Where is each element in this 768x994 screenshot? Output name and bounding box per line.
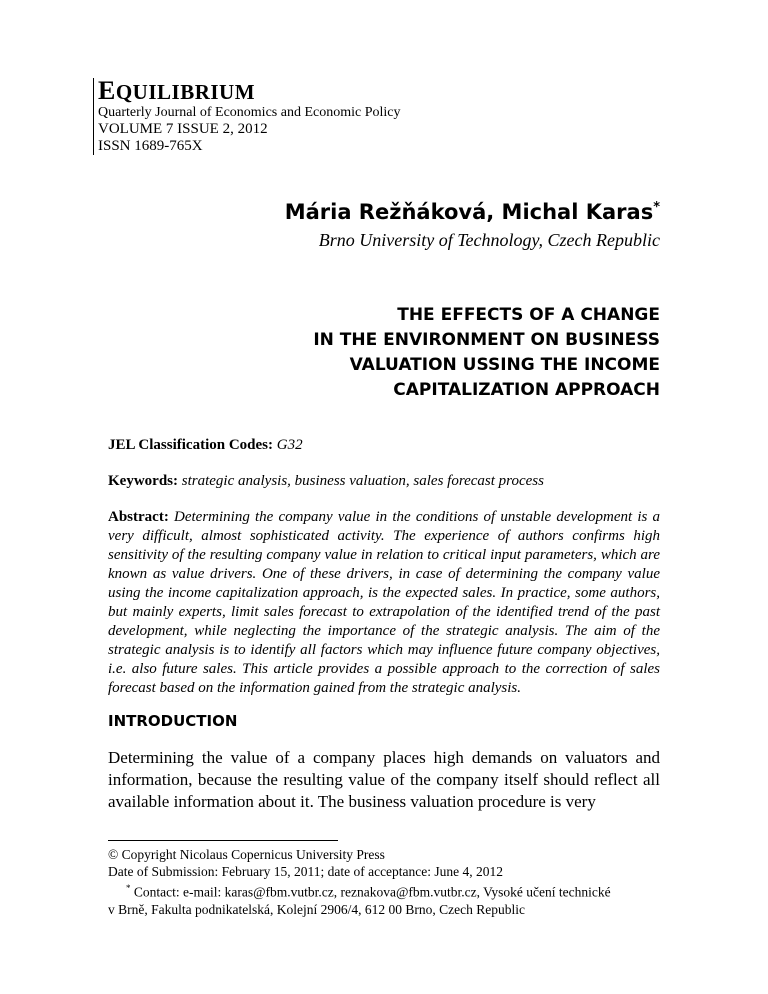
footnote-contact-continued: v Brně, Fakulta podnikatelská, Kolejní 2906/4, 612 00 Brno, Czech Republic — [108, 901, 525, 917]
journal-header — [93, 78, 400, 155]
title-line: THE EFFECTS OF A CHANGE — [397, 305, 660, 325]
title-line: CAPITALIZATION APPROACH — [393, 380, 660, 400]
footnote-contact: * Contact: e-mail: karas@fbm.vutbr.cz, reznakova@fbm.vutbr.cz, Vysoké učení technické — [126, 883, 611, 900]
footnote-dates: Date of Submission: February 15, 2011; date of acceptance: June 4, 2012 — [108, 864, 504, 879]
footnote-copyright: © Copyright Nicolaus Copernicus University Press — [108, 847, 385, 862]
title-line: IN THE ENVIRONMENT ON BUSINESS — [313, 330, 660, 350]
jel-codes: JEL Classification Codes: G32 — [108, 437, 303, 453]
author-footnote-mark: * — [653, 200, 660, 215]
title-line: VALUATION USSING THE INCOME — [349, 355, 660, 375]
journal-name: EQUILIBRIUM — [98, 76, 256, 105]
journal-volume: VOLUME 7 ISSUE 2, 2012 — [98, 121, 268, 137]
section-heading-introduction: INTRODUCTION — [108, 712, 238, 730]
footnotes — [108, 846, 660, 918]
keywords: Keywords: strategic analysis, business valuation, sales forecast process — [108, 473, 544, 489]
introduction-text: Determining the value of a company places high demands on valuators and information, because the resulting value of the company itself should reflect all available information about it. The business valuation procedure is very — [108, 748, 660, 811]
paper-title — [180, 303, 660, 403]
journal-subtitle: Quarterly Journal of Economics and Economic Policy — [98, 105, 401, 120]
authors: Mária Režňáková, Michal Karas* — [284, 200, 660, 224]
affiliation: Brno University of Technology, Czech Republic — [318, 230, 660, 250]
journal-issn: ISSN 1689-765X — [98, 138, 203, 154]
footnote-divider — [108, 840, 338, 841]
abstract: Abstract: Determining the company value in the conditions of unstable development is a very difficult, almost sophisticated activity. The experience of authors confirms high sensitivity of the resulting company value in relation to critical input parameters, which are known as value drivers. One of these drivers, in case of determining the company value using the income capitalization approach, is the expected sales. In practice, some authors, but mainly experts, limit sales forecast to extrapolation of the identified trend of the past development, while neglecting the importance of the strategic analysis. The aim of the strategic analysis is to identify all factors which may influence future company objectives, i.e. also future sales. This article provides a possible approach to the correction of sales forecast based on the information gained from the strategic analysis. — [108, 509, 661, 696]
